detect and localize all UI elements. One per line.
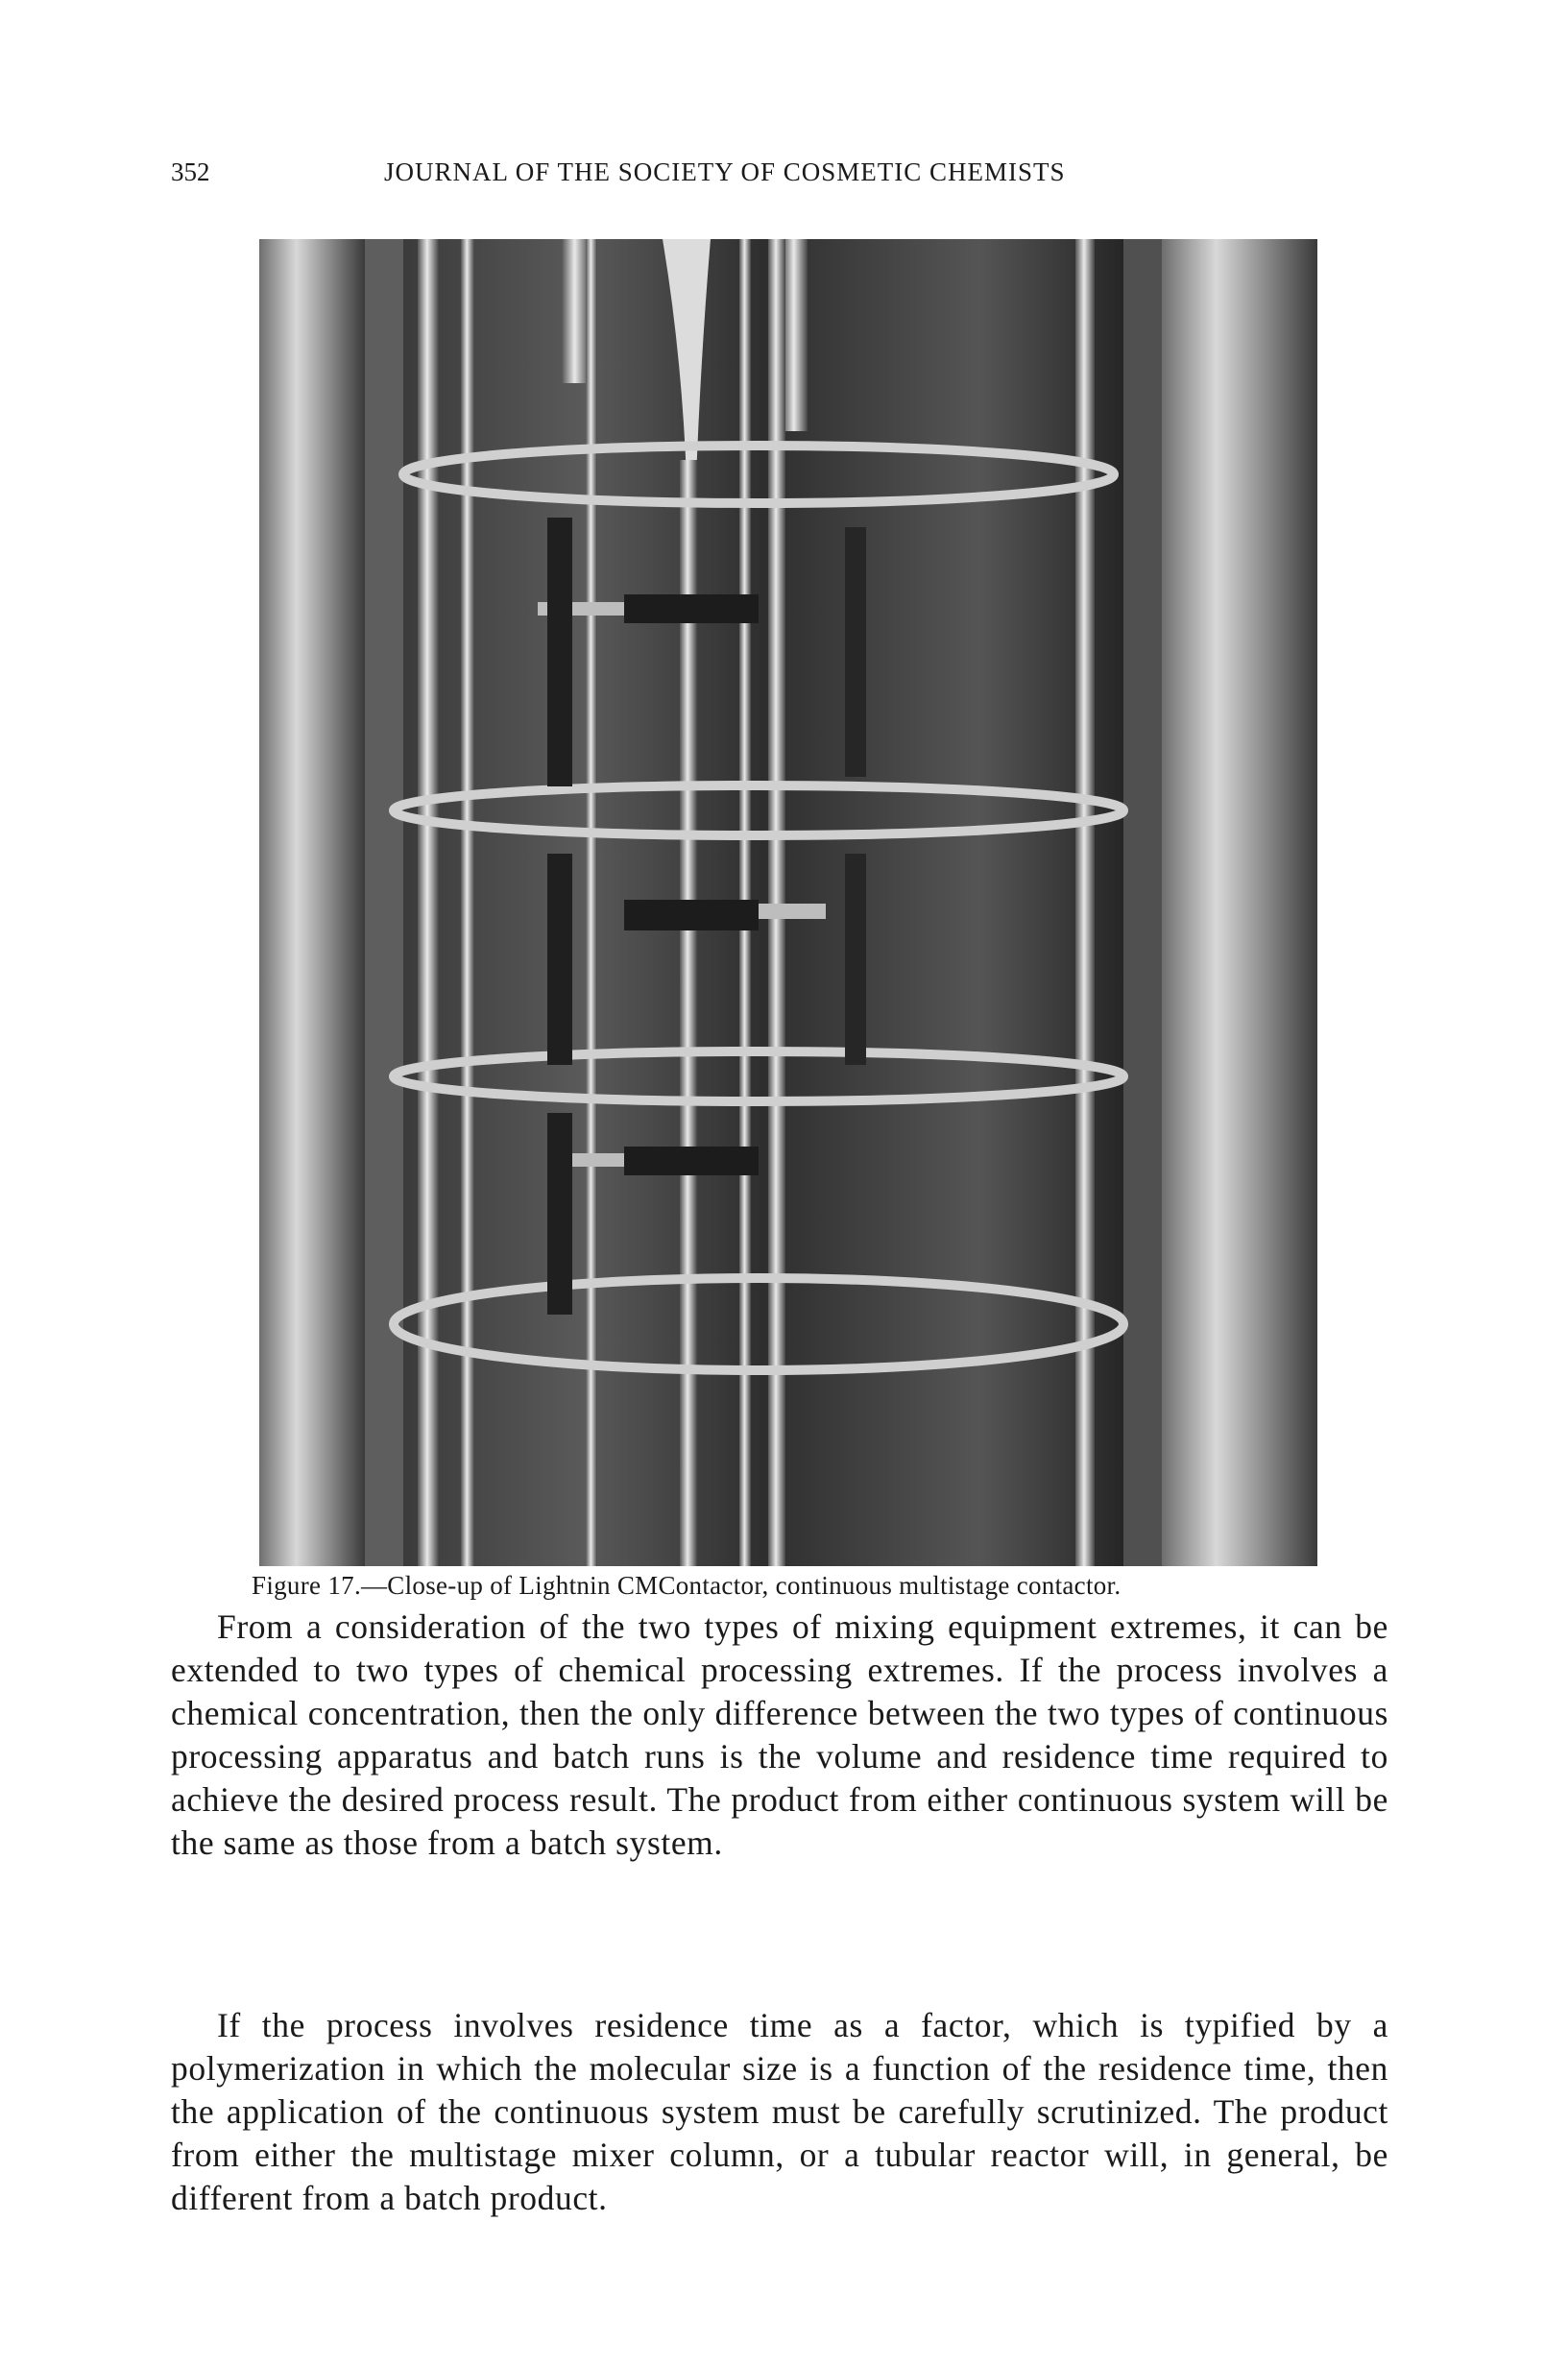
contactor-photograph: [259, 239, 1317, 1566]
tie-rod-left-inner: [461, 239, 474, 1566]
impeller-shaft: [680, 460, 697, 1566]
page-number: 352: [171, 157, 210, 186]
right-pillar: [1162, 239, 1317, 1566]
body-paragraph-1: [171, 1606, 1388, 1865]
figure-caption: Figure 17.—Close-up of Lightnin CMContactor, continuous multistage contactor.: [252, 1571, 1122, 1600]
left-pillar: [259, 239, 365, 1566]
paragraph-text: If the process involves residence time as a factor, which is typified by a polymerization in which the molecular size is a function of the residence time, then the application of the continuous system must be carefully scrutinized. The product from either the multistage mixer column, or a tubular reactor will, in general, be different from a batch product.: [171, 2006, 1388, 2217]
running-head: JOURNAL OF THE SOCIETY OF COSMETIC CHEMISTS: [384, 157, 1066, 186]
paragraph-text: From a consideration of the two types of mixing equipment extremes, it can be extended to two types of chemical processing extremes. If the process involves a chemical concentration, then the only difference between the two types of continuous processing apparatus and batch runs is the volume and residence time required to achieve the desired process result. The product from either continuous system will be the same as those from a batch system.: [171, 1607, 1388, 1862]
body-paragraph-2: [171, 2004, 1388, 2220]
tie-rod-left-outer: [418, 239, 439, 1566]
